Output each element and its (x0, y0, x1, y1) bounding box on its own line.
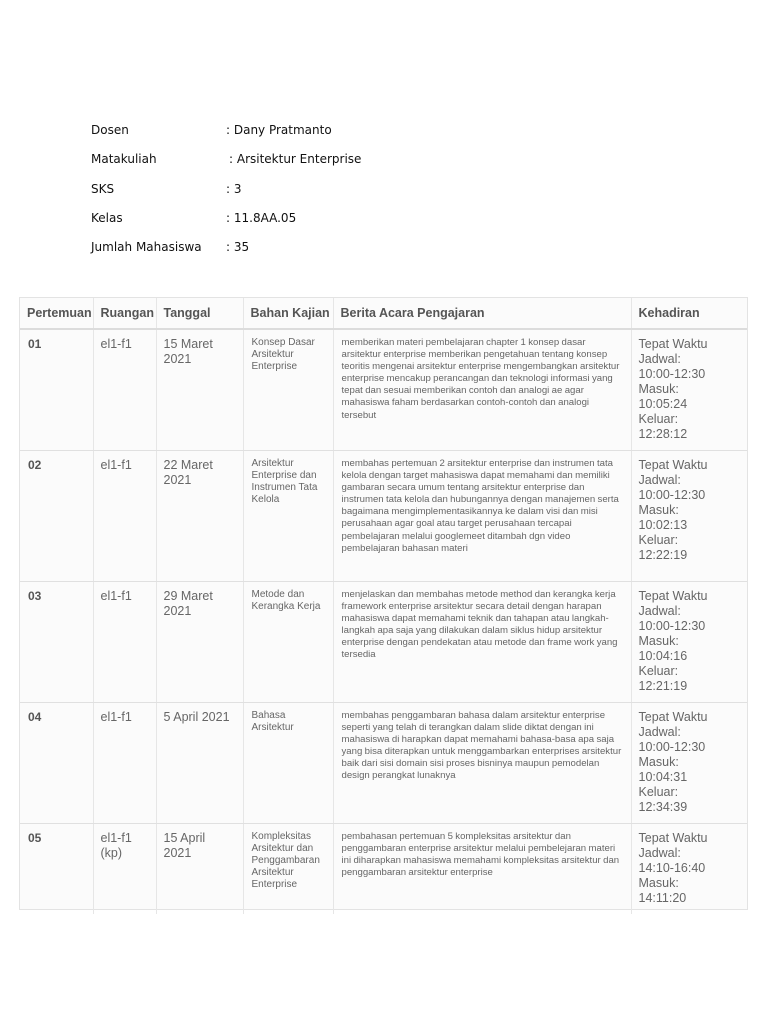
cell-kehadiran (631, 329, 747, 451)
table-row (20, 329, 747, 451)
attendance-keluar-label: Keluar: (638, 785, 679, 799)
attendance-table-container (19, 297, 748, 910)
dosen-value: : Dany Pratmanto (226, 123, 332, 137)
cell-bahan-kajian: Arsitektur Enterprise dan Instrumen Tata Kelola (243, 451, 333, 582)
attendance-keluar: 12:21:19 (638, 679, 688, 693)
attendance-masuk-label: Masuk: (638, 634, 679, 648)
attendance-jadwal: 10:00-12:30 (638, 619, 706, 633)
attendance-masuk: 10:02:13 (638, 518, 688, 532)
attendance-jadwal: 10:00-12:30 (638, 367, 706, 381)
attendance-status: Tepat Waktu (638, 589, 708, 603)
header-tanggal: Tanggal (156, 298, 243, 329)
attendance-keluar: 12:28:12 (638, 427, 688, 441)
kelas-label: Kelas (91, 210, 123, 225)
cell-ruangan: el1-f1 (93, 451, 156, 582)
attendance-keluar: 12:22:19 (638, 548, 688, 562)
attendance-masuk-label: Masuk: (638, 503, 679, 517)
attendance-jadwal: 10:00-12:30 (638, 740, 706, 754)
attendance-status: Tepat Waktu (638, 458, 708, 472)
cell-kehadiran (631, 451, 747, 582)
attendance-jadwal: 10:00-12:30 (638, 488, 706, 502)
cell-pertemuan: 01 (20, 329, 93, 451)
attendance-masuk: 10:05:24 (638, 397, 688, 411)
attendance-keluar-label: Keluar: (638, 664, 679, 678)
attendance-jadwal: 14:10-16:40 (638, 861, 706, 875)
cell-tanggal: 15 Maret 2021 (156, 329, 243, 451)
attendance-masuk-label: Masuk: (638, 876, 679, 890)
cell-kehadiran (631, 582, 747, 703)
cell-ruangan: el1-f1 (kp) (93, 824, 156, 915)
cell-tanggal: 29 Maret 2021 (156, 582, 243, 703)
attendance-status: Tepat Waktu (638, 710, 708, 724)
attendance-masuk-label: Masuk: (638, 382, 679, 396)
attendance-masuk: 14:11:20 (638, 891, 687, 905)
attendance-status: Tepat Waktu (638, 831, 708, 845)
header-bahan-kajian: Bahan Kajian (243, 298, 333, 329)
jumlah-mahasiswa-value: : 35 (226, 240, 250, 255)
dosen-label: Dosen (91, 123, 129, 137)
cell-ruangan: el1-f1 (93, 703, 156, 824)
table-row (20, 703, 747, 824)
cell-bahan-kajian: Kompleksitas Arsitektur dan Penggambaran Arsitektur Enterprise (243, 824, 333, 915)
attendance-jadwal-label: Jadwal: (638, 846, 681, 860)
attendance-table (20, 298, 747, 914)
attendance-keluar-label: Keluar: (638, 412, 679, 426)
cell-berita-acara: pembahasan pertemuan 5 kompleksitas arsitektur dan penggambaran enterprise arsitektur melalui pembelejaran materi ini diharapkan mahasiswa memahami kompleksitas arsitektur dan penggambaran arsitektur enterprise (333, 824, 631, 915)
attendance-jadwal-label: Jadwal: (638, 604, 681, 618)
cell-bahan-kajian: Bahasa Arsitektur (243, 703, 333, 824)
matakuliah-value: : Arsitektur Enterprise (229, 152, 362, 167)
cell-berita-acara: membahas pertemuan 2 arsitektur enterprise dan instrumen tata kelola dengan target mahasiswa dapat memahami dan memiliki gambaran secara umum tentang arsitektur enterprise dan instrumen tata kelola dan hubungannya dengan manajemen serta bagaimana mengimplementasikannya ke dalam visi dan misi perusahaan agar goal atau target perusahaan tercapai pembelajaran melalui googlemeet ditambah dgn video pembelajaran bahasan materi (333, 451, 631, 582)
cell-tanggal: 15 April 2021 (156, 824, 243, 915)
jumlah-mahasiswa-label: Jumlah Mahasiswa (91, 240, 202, 255)
table-header-row (20, 298, 747, 329)
cell-tanggal: 22 Maret 2021 (156, 451, 243, 582)
cell-kehadiran (631, 824, 747, 915)
cell-pertemuan: 03 (20, 582, 93, 703)
cell-pertemuan: 02 (20, 451, 93, 582)
attendance-masuk-label: Masuk: (638, 755, 679, 769)
header-pertemuan: Pertemuan (20, 298, 93, 329)
attendance-jadwal-label: Jadwal: (638, 352, 681, 366)
attendance-status: Tepat Waktu (638, 337, 708, 351)
cell-berita-acara: memberikan materi pembelajaran chapter 1 konsep dasar arsitektur enterprise memberikan pengetahuan tentang konsep teoritis mengenai arsitektur enterprise mengembangkan arsitektur enterprise mencakup perancangan dan teknologi informasi yang tepat dan sesuai memberikan contoh dan analogi ae agar mahasiswa faham berdasarkan contoh-contoh dan analogi tersebut (333, 329, 631, 451)
cell-berita-acara: membahas penggambaran bahasa dalam arsitektur enterprise seperti yang telah di terangkan dalam slide diktat dengan ini mahasiswa di harapkan dapat memahami bahasa-basa apa saja yang bisa diterapkan untuk menggambarkan enterprises arsitektur baik dari sisi domain sisi proses bisninya maupun pemodelan design perangkat lunaknya (333, 703, 631, 824)
cell-tanggal: 5 April 2021 (156, 703, 243, 824)
cell-bahan-kajian: Metode dan Kerangka Kerja (243, 582, 333, 703)
cell-ruangan: el1-f1 (93, 329, 156, 451)
header-kehadiran: Kehadiran (631, 298, 747, 329)
cell-kehadiran (631, 703, 747, 824)
cell-pertemuan: 04 (20, 703, 93, 824)
attendance-keluar-label: Keluar: (638, 533, 679, 547)
header-berita-acara: Berita Acara Pengajaran (333, 298, 631, 329)
cell-pertemuan: 05 (20, 824, 93, 915)
table-row (20, 824, 747, 915)
cell-berita-acara: menjelaskan dan membahas metode method dan kerangka kerja framework enterprise arsitektur secara detail dengan harapan mahasiswa dapat memahami teknik dan tahapan atau langkah-langkah apa saja yang dilakukan dalam siklus hidup arsitektur enterprise dengan pendekatan atau metode dan frame work yang tersedia (333, 582, 631, 703)
matakuliah-label: Matakuliah (91, 152, 157, 167)
sks-label: SKS (91, 181, 115, 196)
attendance-keluar: 12:34:39 (638, 800, 688, 814)
table-row (20, 451, 747, 582)
cell-ruangan: el1-f1 (93, 582, 156, 703)
kelas-value: : 11.8AA.05 (226, 210, 297, 225)
header-ruangan: Ruangan (93, 298, 156, 329)
attendance-jadwal-label: Jadwal: (638, 725, 681, 739)
attendance-masuk: 10:04:16 (638, 649, 688, 663)
cell-bahan-kajian: Konsep Dasar Arsitektur Enterprise (243, 329, 333, 451)
sks-value: : 3 (226, 181, 242, 196)
attendance-masuk: 10:04:31 (638, 770, 688, 784)
table-row (20, 582, 747, 703)
attendance-jadwal-label: Jadwal: (638, 473, 681, 487)
